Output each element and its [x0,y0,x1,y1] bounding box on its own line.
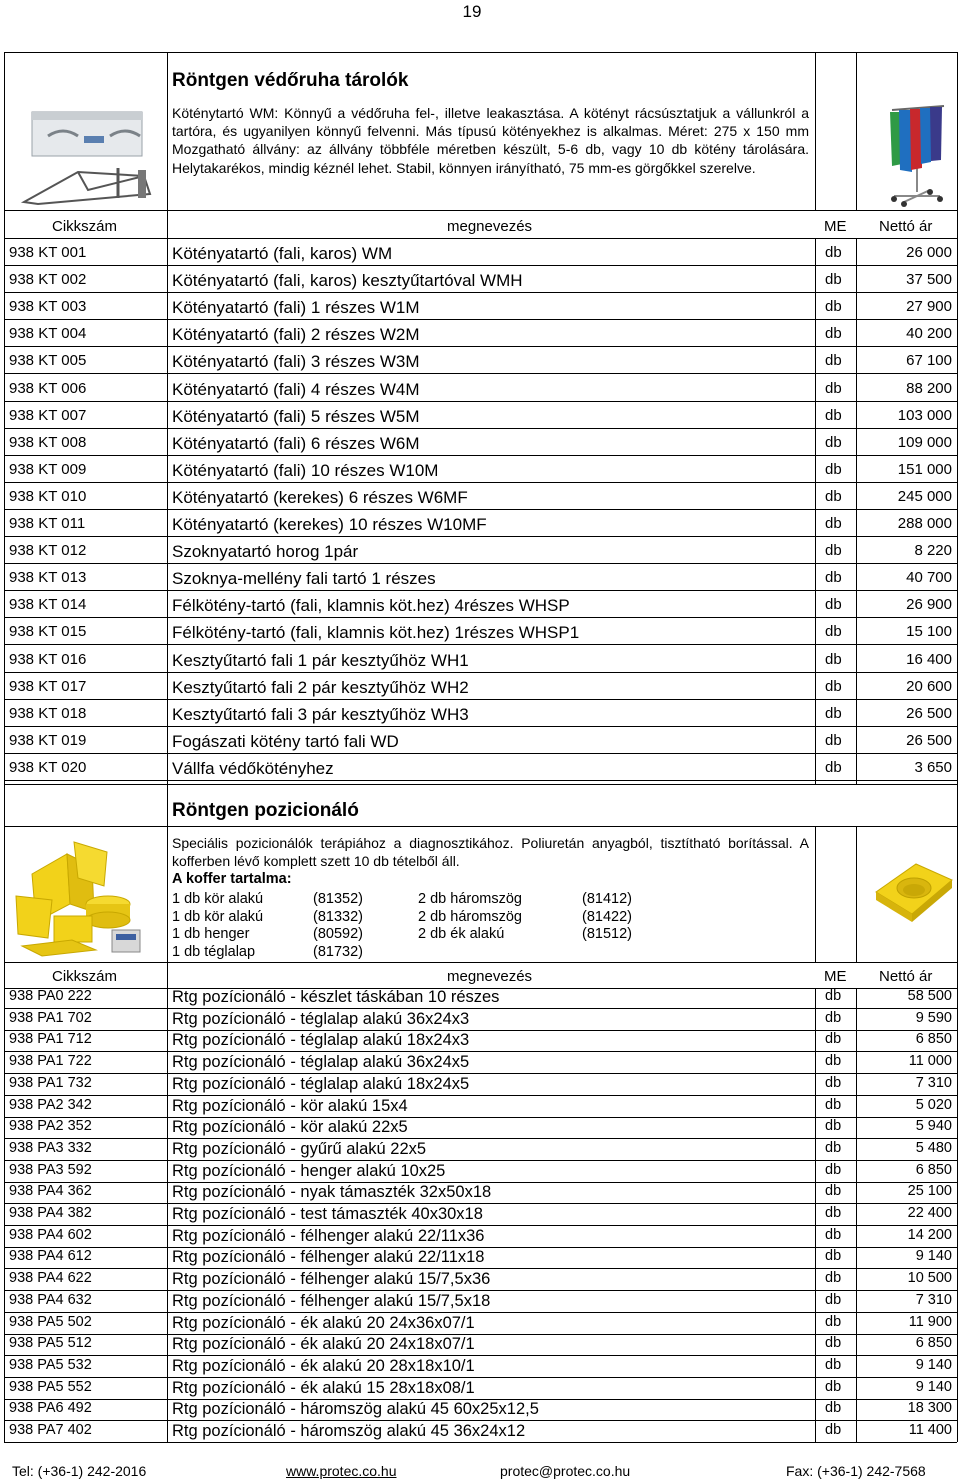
cell-code: 938 PA4 602 [9,1226,92,1243]
kit-contents-list [172,891,652,961]
cell-name: Rtg pozícionáló - téglalap alakú 36x24x5 [172,1053,470,1072]
table-rule [4,784,957,785]
cell-name: Rtg pozícionáló - félhenger alakú 22/11x18 [172,1248,485,1267]
cell-unit: db [825,569,842,587]
cell-code: 938 KT 005 [9,352,87,370]
cell-name: Kötényatartó (fali) 4 részes W4M [172,379,420,399]
cell-code: 938 KT 001 [9,244,87,261]
cell-name: Kötényatartó (fali) 5 részes W5M [172,406,420,426]
cell-price: 6 850 [915,1161,952,1178]
column-rule [815,988,816,1442]
cell-price: 26 000 [906,244,952,261]
cell-name: Rtg pozícionáló - készlet táskában 10 részes [172,988,500,1006]
page-number: 19 [462,2,482,21]
cell-code: 938 PA4 632 [9,1291,92,1308]
column-rule [167,52,168,1442]
table-rule [4,962,957,963]
cell-code: 938 PA5 502 [9,1313,92,1330]
cell-code: 938 PA2 342 [9,1096,92,1113]
cell-name: Rtg pozícionáló - ék alakú 20 28x18x10/1 [172,1356,475,1375]
cell-price: 22 400 [907,1205,952,1221]
cell-code: 938 PA3 592 [9,1161,92,1178]
cell-price: 7 310 [915,1291,952,1308]
cell-unit: db [825,1313,842,1330]
cell-unit: db [825,1270,842,1287]
cell-price: 9 140 [915,1248,952,1265]
positioner-set-image [12,834,142,958]
kit-a-code: (80592) [313,926,363,942]
ring-positioner-image [872,858,954,924]
section-description-apron-holders: Köténytartó WM: Könnyű a védőruha fel-, illetve leakasztása. A kötényt rácsúsztatjuk a vállunkról a tartóra, és ugyanilyen könnyű felvenni. Más típusú kötényekhez is alkalmas. Méret: 275 x 150 mm Mozgatható állvány: az állvány többféle méretben készült, 5-6 db, vagy 10 db kötény tárolására. Helytakarékos, mindig kéznél lehet. Stabil, könnyen irányítható, 75 mm-es görgőkkel szerelve. [172,105,809,176]
cell-price: 6 850 [915,1335,952,1352]
cell-code: 938 PA6 492 [9,1400,92,1417]
col-header-name-1: megnevezés [447,218,533,235]
cell-unit: db [825,758,842,776]
cell-unit: db [825,1291,842,1308]
cell-code: 938 KT 002 [9,271,87,289]
cell-name: Rtg pozícionáló - gyűrű alakú 22x5 [172,1139,427,1158]
cell-price: 5 940 [915,1118,952,1135]
cell-unit: db [825,1009,842,1026]
cell-name: Rtg pozícionáló - kör alakú 15x4 [172,1096,408,1115]
cell-price: 151 000 [897,460,952,478]
cell-unit: db [825,379,842,397]
cell-name: Rtg pozícionáló - félhenger alakú 15/7,5x18 [172,1291,491,1310]
cell-name: Félkötény-tartó (fali, klamnis köt.hez) 1részes WHSP1 [172,623,580,643]
column-rule [815,52,816,210]
cell-unit: db [825,487,842,505]
cell-unit: db [825,677,842,695]
cell-price: 103 000 [897,406,952,424]
column-rule [815,238,816,784]
kit-a-code: (81732) [313,943,363,960]
kit-b-code: (81512) [582,926,632,942]
cell-unit: db [825,1053,842,1070]
cell-code: 938 KT 006 [9,379,87,397]
cell-code: 938 KT 003 [9,298,87,316]
col-header-unit-1: ME [824,218,847,235]
cell-price: 16 400 [906,650,952,668]
cell-code: 938 KT 014 [9,596,87,614]
cell-unit: db [825,1226,842,1243]
kit-row [172,926,652,944]
cell-price: 9 590 [915,1009,952,1026]
column-rule [856,52,857,210]
cell-unit: db [825,433,842,451]
cell-price: 7 310 [915,1074,952,1091]
cell-unit: db [825,1183,842,1200]
cell-unit: db [825,542,842,560]
column-rule [4,52,5,1442]
cell-unit: db [825,1205,842,1221]
cell-unit: db [825,298,842,316]
cell-unit: db [825,1118,842,1135]
cell-name: Rtg pozícionáló - háromszög alakú 45 36x24x12 [172,1422,526,1440]
cell-name: Fogászati kötény tartó fali WD [172,731,399,751]
cell-name: Rtg pozícionáló - félhenger alakú 22/11x36 [172,1226,485,1245]
kit-a: 1 db téglalap [172,943,256,960]
kit-a-code: (81352) [313,891,363,907]
cell-price: 5 020 [915,1096,952,1113]
cell-name: Rtg pozícionáló - nyak támaszték 32x50x18 [172,1183,492,1202]
cell-code: 938 KT 020 [9,758,87,776]
cell-unit: db [825,596,842,614]
cell-code: 938 PA4 362 [9,1183,92,1200]
footer-website-link[interactable]: www.protec.co.hu [286,1463,397,1479]
cell-unit: db [825,1139,842,1156]
col-header-price-1: Nettó ár [879,218,933,235]
cell-name: Rtg pozícionáló - ék alakú 15 28x18x08/1 [172,1378,475,1397]
cell-code: 938 KT 004 [9,325,87,343]
cell-code: 938 PA4 612 [9,1248,92,1265]
col-header-unit-2: ME [824,968,847,985]
cell-code: 938 PA2 352 [9,1118,92,1135]
cell-code: 938 KT 018 [9,704,87,722]
kit-a: 1 db henger [172,926,250,942]
mobile-apron-stand-image [884,104,950,208]
cell-name: Szoknyatartó horog 1pár [172,542,359,562]
cell-code: 938 PA1 732 [9,1074,92,1091]
cell-name: Rtg pozícionáló - kör alakú 22x5 [172,1118,408,1137]
cell-price: 6 850 [915,1031,952,1048]
cell-code: 938 KT 010 [9,487,87,505]
cell-unit: db [825,352,842,370]
cell-name: Félkötény-tartó (fali, klamnis köt.hez) 4részes WHSP [172,596,570,616]
col-header-code-2: Cikkszám [52,968,118,985]
cell-price: 245 000 [897,487,952,505]
cell-price: 9 140 [915,1378,952,1395]
cell-unit: db [825,325,842,343]
cell-unit: db [825,623,842,641]
cell-unit: db [825,406,842,424]
cell-code: 938 KT 017 [9,677,87,695]
cell-unit: db [825,1248,842,1265]
cell-unit: db [825,1031,842,1048]
cell-code: 938 PA7 402 [9,1422,92,1438]
table-rule [4,210,957,211]
cell-name: Kötényatartó (fali) 3 részes W3M [172,352,420,372]
kit-row [172,944,652,962]
cell-price: 40 200 [906,325,952,343]
cell-code: 938 KT 011 [9,515,86,532]
cell-unit: db [825,244,842,261]
cell-code: 938 KT 013 [9,569,87,587]
cell-price: 11 000 [908,1053,952,1070]
cell-name: Rtg pozícionáló - téglalap alakú 18x24x5 [172,1074,470,1093]
kit-b: 2 db ék alakú [418,926,505,942]
cell-name: Kötényatartó (fali, karos) kesztyűtartóval WMH [172,271,523,291]
cell-code: 938 PA4 382 [9,1205,92,1221]
cell-price: 15 100 [906,623,952,641]
cell-unit: db [825,1422,842,1438]
cell-price: 10 500 [907,1270,952,1287]
cell-price: 11 400 [908,1422,952,1438]
row-rule [4,1442,957,1443]
cell-name: Kesztyűtartó fali 3 pár kesztyűhöz WH3 [172,704,469,724]
cell-name: Kötényatartó (kerekes) 6 részes W6MF [172,487,468,507]
kit-contents-title: A koffer tartalma: [172,871,292,887]
cell-price: 14 200 [907,1226,952,1243]
cell-unit: db [825,460,842,478]
cell-code: 938 PA0 222 [9,988,92,1004]
cell-name: Rtg pozícionáló - téglalap alakú 36x24x3 [172,1009,470,1028]
cell-code: 938 PA1 712 [9,1031,92,1048]
column-rule [957,52,958,1442]
cell-name: Kesztyűtartó fali 2 pár kesztyűhöz WH2 [172,677,469,697]
cell-code: 938 PA5 532 [9,1356,92,1373]
cell-unit: db [825,1096,842,1113]
cell-unit: db [825,1378,842,1395]
kit-b-code: (81412) [582,891,632,907]
section-title-positioners: Röntgen pozicionáló [172,800,359,821]
cell-price: 11 900 [908,1313,952,1330]
cell-code: 938 PA5 512 [9,1335,92,1352]
kit-row [172,891,652,909]
cell-price: 88 200 [906,379,952,397]
cell-price: 25 100 [907,1183,952,1200]
cell-price: 67 100 [906,352,952,370]
kit-row [172,909,652,927]
kit-b-code: (81422) [582,908,632,925]
col-header-name-2: megnevezés [447,968,533,985]
cell-name: Vállfa védőkötényhez [172,758,334,778]
cell-price: 3 650 [914,758,952,776]
cell-name: Rtg pozícionáló - test támaszték 40x30x18 [172,1205,483,1223]
cell-name: Kötényatartó (fali) 6 részes W6M [172,433,420,453]
cell-code: 938 KT 009 [9,460,87,478]
cell-code: 938 PA1 702 [9,1009,92,1026]
cell-price: 26 900 [906,596,952,614]
cell-name: Rtg pozícionáló - háromszög alakú 45 60x25x12,5 [172,1400,539,1419]
cell-code: 938 KT 012 [9,542,87,560]
footer-phone: Tel: (+36-1) 242-2016 [12,1463,147,1479]
cell-code: 938 KT 015 [9,623,87,641]
cell-code: 938 PA4 622 [9,1270,92,1287]
cell-price: 26 500 [906,731,952,749]
cell-name: Rtg pozícionáló - ék alakú 20 24x36x07/1 [172,1313,475,1332]
footer-fax: Fax: (+36-1) 242-7568 [786,1463,926,1479]
cell-name: Rtg pozícionáló - téglalap alakú 18x24x3 [172,1031,470,1050]
wall-apron-holder-image [18,106,158,210]
cell-price: 58 500 [907,988,952,1004]
cell-unit: db [825,1074,842,1091]
cell-name: Kötényatartó (fali, karos) WM [172,244,393,263]
cell-name: Kötényatartó (kerekes) 10 részes W10MF [172,515,487,534]
cell-code: 938 PA1 722 [9,1053,92,1070]
cell-price: 40 700 [906,569,952,587]
cell-unit: db [825,271,842,289]
cell-unit: db [825,1356,842,1373]
kit-a: 1 db kör alakú [172,891,264,907]
cell-unit: db [825,731,842,749]
kit-a-code: (81332) [313,908,363,925]
cell-name: Rtg pozícionáló - félhenger alakú 15/7,5x36 [172,1270,491,1289]
column-rule [815,826,816,962]
col-header-code-1: Cikkszám [52,218,118,235]
cell-unit: db [825,704,842,722]
cell-name: Rtg pozícionáló - henger alakú 10x25 [172,1161,446,1180]
cell-name: Kötényatartó (fali) 10 részes W10M [172,460,439,480]
cell-price: 288 000 [897,515,952,532]
cell-unit: db [825,650,842,668]
cell-price: 109 000 [897,433,952,451]
cell-price: 9 140 [915,1356,952,1373]
cell-name: Kesztyűtartó fali 1 pár kesztyűhöz WH1 [172,650,469,670]
footer-email[interactable]: protec@protec.co.hu [500,1463,631,1479]
cell-unit: db [825,1400,842,1417]
kit-b: 2 db háromszög [418,908,522,925]
cell-price: 18 300 [907,1400,952,1417]
cell-code: 938 KT 019 [9,731,87,749]
cell-price: 37 500 [906,271,952,289]
cell-name: Szoknya-mellény fali tartó 1 részes [172,569,436,589]
kit-a: 1 db kör alakú [172,908,264,925]
cell-price: 20 600 [906,677,952,695]
section-title-apron-holders: Röntgen védőruha tárolók [172,70,409,91]
cell-unit: db [825,1161,842,1178]
cell-name: Kötényatartó (fali) 2 részes W2M [172,325,420,345]
cell-price: 26 500 [906,704,952,722]
cell-price: 27 900 [906,298,952,316]
cell-name: Rtg pozícionáló - ék alakú 20 24x18x07/1 [172,1335,475,1354]
section-description-positioners: Speciális pozicionálók terápiához a diagnosztikához. Poliuretán anyagból, tisztítható borítással. A kofferben lévő komplett szett 10 db tételből áll. [172,835,809,870]
cell-unit: db [825,515,842,532]
cell-unit: db [825,988,842,1004]
kit-b: 2 db háromszög [418,891,522,907]
cell-price: 5 480 [915,1139,952,1156]
col-header-price-2: Nettó ár [879,968,933,985]
cell-name: Kötényatartó (fali) 1 részes W1M [172,298,420,318]
column-rule [856,238,857,784]
cell-code: 938 KT 016 [9,650,87,668]
cell-unit: db [825,1335,842,1352]
cell-code: 938 PA3 332 [9,1139,92,1156]
column-rule [856,826,857,962]
cell-price: 8 220 [914,542,952,560]
cell-code: 938 PA5 552 [9,1378,92,1395]
cell-code: 938 KT 007 [9,406,87,424]
column-rule [856,988,857,1442]
cell-code: 938 KT 008 [9,433,87,451]
